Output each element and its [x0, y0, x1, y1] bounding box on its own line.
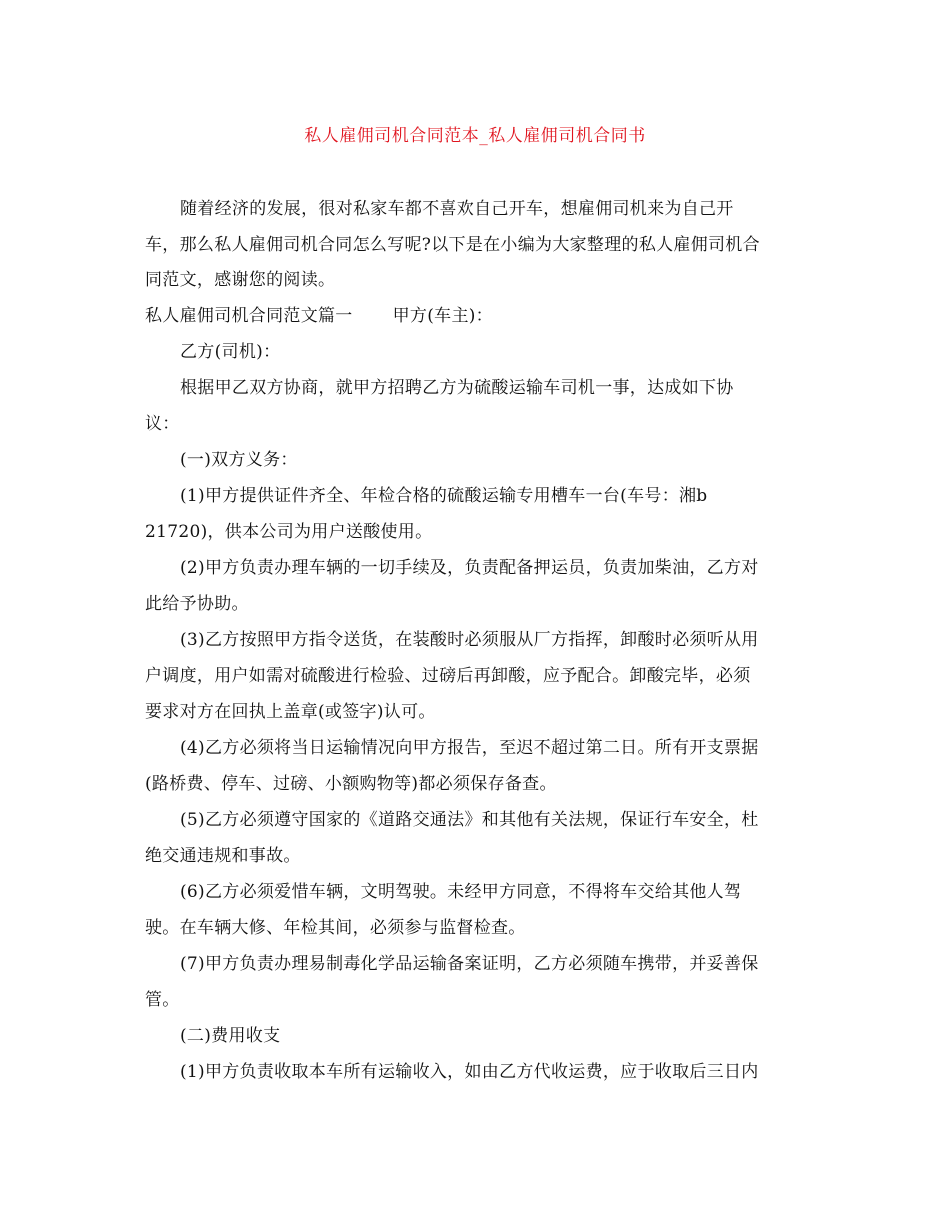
paragraph-line: (2)甲方负责办理车辆的一切手续及，负责配备押运员，负责加柴油，乙方对: [180, 558, 759, 578]
paragraph-line: 要求对方在回执上盖章(或签字)认可。: [145, 702, 436, 722]
paragraph-line: (1)甲方提供证件齐全、年检合格的硫酸运输专用槽车一台(车号：湘b: [180, 486, 708, 506]
paragraph-line: (一)双方义务：: [180, 450, 298, 470]
paragraph-line: 根据甲乙双方协商，就甲方招聘乙方为硫酸运输车司机一事，达成如下协: [180, 378, 734, 398]
paragraph-line: (7)甲方负责办理易制毒化学品运输备案证明，乙方必须随车携带，并妥善保: [180, 954, 759, 974]
paragraph-line: 此给予协助。: [145, 594, 249, 614]
paragraph-line: (5)乙方必须遵守国家的《道路交通法》和其他有关法规，保证行车安全，杜: [180, 810, 759, 830]
document-title: 私人雇佣司机合同范本_私人雇佣司机合同书: [304, 126, 646, 146]
paragraph-line: 绝交通违规和事故。: [145, 846, 301, 866]
paragraph-line: (二)费用收支: [180, 1026, 281, 1046]
paragraph-line: (路桥费、停车、过磅、小额购物等)都必须保存备查。: [145, 774, 557, 794]
party-a-label: 甲方(车主)：: [392, 306, 493, 326]
paragraph-line: (6)乙方必须爱惜车辆，文明驾驶。未经甲方同意，不得将车交给其他人驾: [180, 882, 742, 902]
paragraph-line: (4)乙方必须将当日运输情况向甲方报告，至迟不超过第二日。所有开支票据: [180, 738, 759, 758]
paragraph-line: 21720)，供本公司为用户送酸使用。: [145, 522, 433, 542]
paragraph-line: 议：: [145, 414, 180, 434]
paragraph-line: 随着经济的发展，很对私家车都不喜欢自己开车，想雇佣司机来为自己开: [180, 199, 734, 219]
paragraph-line: 车，那么私人雇佣司机合同怎么写呢?以下是在小编为大家整理的私人雇佣司机合: [145, 235, 760, 255]
paragraph-line: 同范文，感谢您的阅读。: [145, 270, 336, 290]
paragraph-line: 管。: [145, 990, 180, 1010]
paragraph-line: (3)乙方按照甲方指令送货，在装酸时必须服从厂方指挥，卸酸时必须听从用: [180, 630, 759, 650]
paragraph-line: 乙方(司机)：: [180, 342, 281, 362]
paragraph-line: 驶。在车辆大修、年检其间，必须参与监督检查。: [145, 918, 526, 938]
section-heading: 私人雇佣司机合同范文篇一: [145, 306, 353, 326]
paragraph-line: 户调度，用户如需对硫酸进行检验、过磅后再卸酸，应予配合。卸酸完毕，必须: [145, 666, 751, 686]
section-heading-line: [145, 304, 493, 328]
paragraph-line: (1)甲方负责收取本车所有运输收入，如由乙方代收运费，应于收取后三日内: [180, 1062, 759, 1082]
